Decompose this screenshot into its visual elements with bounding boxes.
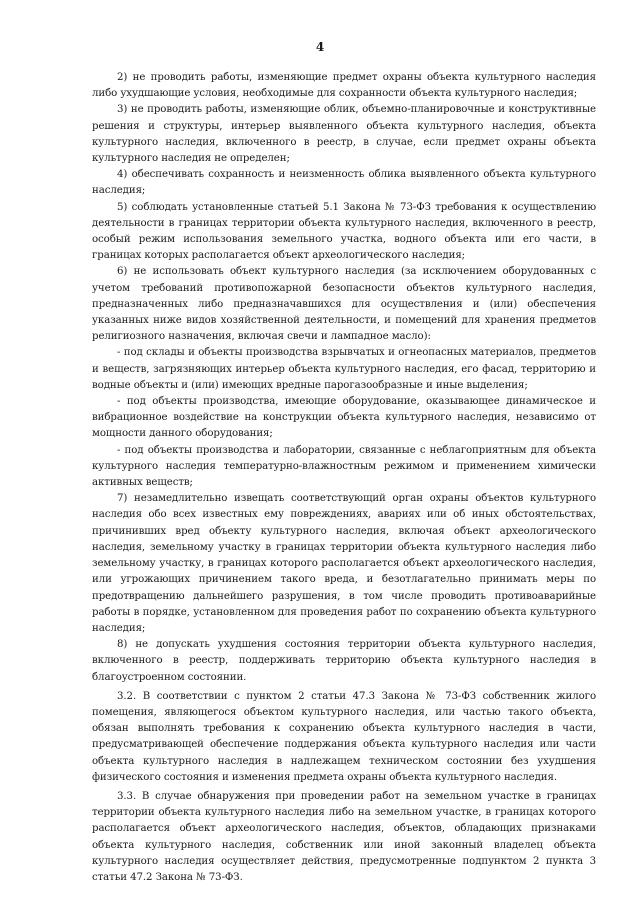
- paragraph-item-3: 3) не проводить работы, изменяющие облик, объемно-планировочные и конструктивные решения и структуры, интерьер выявленного объекта культурного наследия, объекта культурного наследия, включенного в реестр, в случае, если предмет охраны объекта культурного наследия не определен;: [92, 104, 596, 165]
- paragraph-item-5: 5) соблюдать установленные статьей 5.1 Закона № 73-ФЗ требования к осуществлению деятельности в границах территории объекта культурного наследия, включенного в реестр, особый режим использования земельного участка, водного объекта или его части, в границах которых располагается объект археологического наследия;: [92, 201, 596, 262]
- section-3-3: 3.3. В случае обнаружения при проведении работ на земельном участке в границах территории объекта культурного наследия либо на земельном участке, в границах которого располагается объект археологического наследия, объектов, обладающих признаками объекта культурного наследия, собственник или иной законный владелец объекта культурного наследия осуществляет действия, предусмотренные подпунктом 2 пункта 3 статьи 47.2 Закона № 73-ФЗ.: [92, 790, 596, 883]
- document-body: [92, 70, 596, 886]
- paragraph-item-6: 6) не использовать объект культурного наследия (за исключением оборудованных с учетом требований противопожарной безопасности объектов культурного наследия, предназначенных либо предназначавшихся для осуществления и (или) обеспечения указанных ниже видов хозяйственной деятельности, и помещений для хранения предметов религиозного назначения, включая свечи и лампадное масло):: [92, 266, 596, 343]
- paragraph-dash-production: - под объекты производства, имеющие оборудование, оказывающее динамическое и вибрационное воздействие на конструкции объекта культурного наследия, независимо от мощности данного оборудования;: [92, 396, 596, 440]
- paragraph-item-2: 2) не проводить работы, изменяющие предмет охраны объекта культурного наследия либо ухудшающие условия, необходимые для сохранности объекта культурного наследия;: [92, 72, 596, 100]
- paragraph-dash-laboratories: - под объекты производства и лаборатории, связанные с неблагоприятным для объекта культурного наследия температурно-влажностным режимом и применением химически активных веществ;: [92, 444, 596, 489]
- paragraph-item-4: 4) обеспечивать сохранность и неизменность облика выявленного объекта культурного наследия;: [92, 169, 596, 197]
- paragraph-item-7: 7) незамедлительно извещать соответствующий орган охраны объектов культурного наследия обо всех известных ему повреждениях, авариях или об иных обстоятельствах, причинивших вред объекту культурного наследия, включая объект археологического наследия, земельному участку в границах территории объекта культурного наследия либо земельному участку, в границах которого располагается объект археологического наследия, или угрожающих причинением такого вреда, и безотлагательно принимать меры по предотвращению дальнейшего разрушения, в том числе проводить противоаварийные работы в порядке, установленном для проведения работ по сохранению объекта культурного наследия;: [92, 493, 596, 634]
- page-number: 4: [315, 40, 325, 54]
- section-3-2: 3.2. В соответствии с пунктом 2 статьи 47.3 Закона № 73-ФЗ собственник жилого помещения, являющегося объектом культурного наследия, или частью такого объекта, обязан выполнять требования к сохранению объекта культурного наследия в части, предусматривающей обеспечение поддержания объекта культурного наследия или части объекта культурного наследия в надлежащем техническом состоянии без ухудшения физического состояния и изменения предмета охраны объекта культурного наследия.: [92, 690, 596, 783]
- paragraph-item-8: 8) не допускать ухудшения состояния территории объекта культурного наследия, включенного в реестр, поддерживать территорию объекта культурного наследия в благоустроенном состоянии.: [92, 639, 596, 683]
- paragraph-dash-warehouses: - под склады и объекты производства взрывчатых и огнеопасных материалов, предметов и веществ, загрязняющих интерьер объекта культурного наследия, его фасад, территорию и водные объекты и (или) имеющих вредные парогазообразные и иные выделения;: [92, 347, 596, 391]
